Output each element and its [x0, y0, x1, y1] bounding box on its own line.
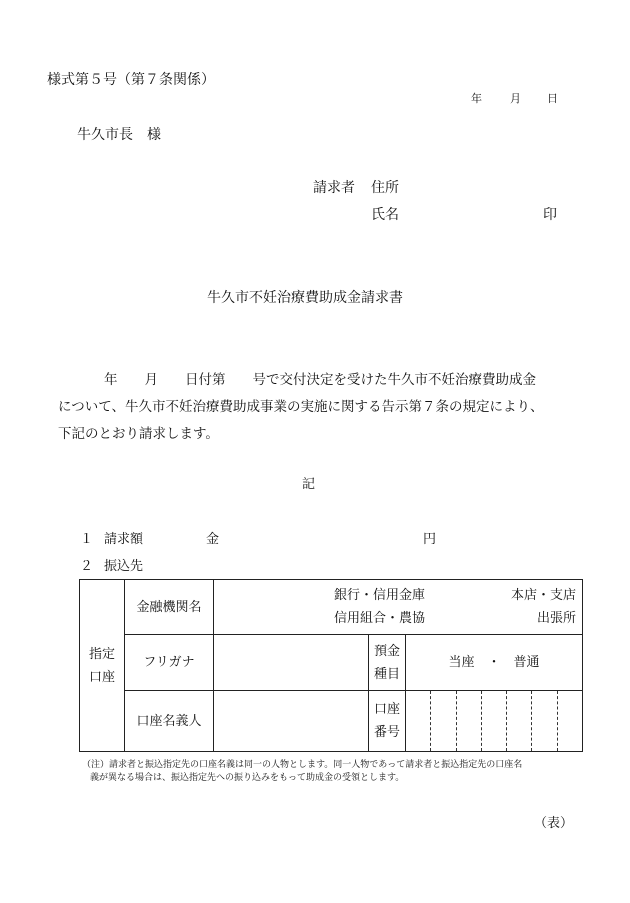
- footnote: [82, 759, 522, 785]
- bank-type-1: 銀行・信用金庫: [334, 588, 426, 603]
- digit-box[interactable]: [557, 691, 582, 751]
- name-label: 氏名: [371, 207, 399, 223]
- branch-type-1: 本店・支店: [510, 588, 576, 603]
- furigana-label: フリガナ: [125, 635, 214, 691]
- account-table: [79, 579, 583, 752]
- deposit-line-2: 種目: [373, 666, 400, 682]
- holder-label: 口座名義人: [125, 691, 214, 752]
- digit-box[interactable]: [481, 691, 506, 751]
- body-line-3: 下記のとおり請求します。: [58, 426, 219, 442]
- digit-box[interactable]: [456, 691, 481, 751]
- digit-box[interactable]: [406, 691, 430, 751]
- seal-mark: 印: [543, 207, 557, 223]
- footnote-line-2: 義が異なる場合は、振込指定先への振り込みをもって助成金の受領とします。: [90, 773, 405, 783]
- item1-yen: 円: [423, 532, 437, 547]
- digit-box[interactable]: [506, 691, 531, 751]
- date-year-label: 年: [471, 92, 482, 105]
- item2-label: 振込先: [104, 559, 144, 574]
- item2-number: ２: [80, 559, 94, 574]
- designated-line-2: 口座: [88, 669, 115, 685]
- address-label: 住所: [371, 180, 399, 196]
- deposit-options[interactable]: 当座 ・ 普通: [406, 635, 583, 691]
- designated-account-cell: [80, 580, 125, 752]
- document-title: 牛久市不妊治療費助成金請求書: [207, 290, 403, 306]
- addressee: 牛久市長 様: [77, 127, 161, 143]
- account-line-1: 口座: [373, 702, 400, 717]
- item1-kin: 金: [206, 532, 220, 547]
- date-month-label: 月: [510, 92, 521, 105]
- footnote-line-1: （注）請求者と振込指定先の口座名義は同一の人物とします。同一人物であって請求者と振込指定先の口座名: [82, 760, 523, 770]
- digit-box[interactable]: [531, 691, 556, 751]
- account-digit-boxes: [406, 691, 582, 751]
- institution-label: 金融機関名: [125, 580, 214, 635]
- item1-number: １: [80, 532, 94, 547]
- body-paragraph: [58, 367, 578, 448]
- deposit-type-label: [369, 635, 406, 691]
- bank-type-2: 信用組合・農協: [334, 611, 426, 626]
- account-number-label: [369, 691, 406, 752]
- form-number: 様式第５号（第７条関係）: [47, 72, 215, 88]
- page-side-label: （表）: [534, 816, 574, 831]
- account-line-2: 番号: [373, 725, 400, 740]
- branch-type-2: 出張所: [536, 611, 576, 626]
- body-line-2: について、牛久市不妊治療費助成事業の実施に関する告示第７条の規定により、: [58, 399, 544, 415]
- holder-input[interactable]: [214, 691, 369, 752]
- item1-label: 請求額: [104, 532, 144, 547]
- furigana-input[interactable]: [214, 635, 369, 691]
- date-day-label: 日: [547, 92, 558, 105]
- institution-input[interactable]: [214, 580, 583, 635]
- designated-line-1: 指定: [88, 646, 115, 662]
- ki-heading: 記: [302, 477, 316, 492]
- requester-label: 請求者: [313, 180, 355, 196]
- account-number-input[interactable]: [406, 691, 583, 752]
- body-line-1: 年 月 日付第 号で交付決定を受けた牛久市不妊治療費助成金: [104, 372, 536, 388]
- digit-box[interactable]: [430, 691, 455, 751]
- deposit-line-1: 預金: [373, 643, 400, 659]
